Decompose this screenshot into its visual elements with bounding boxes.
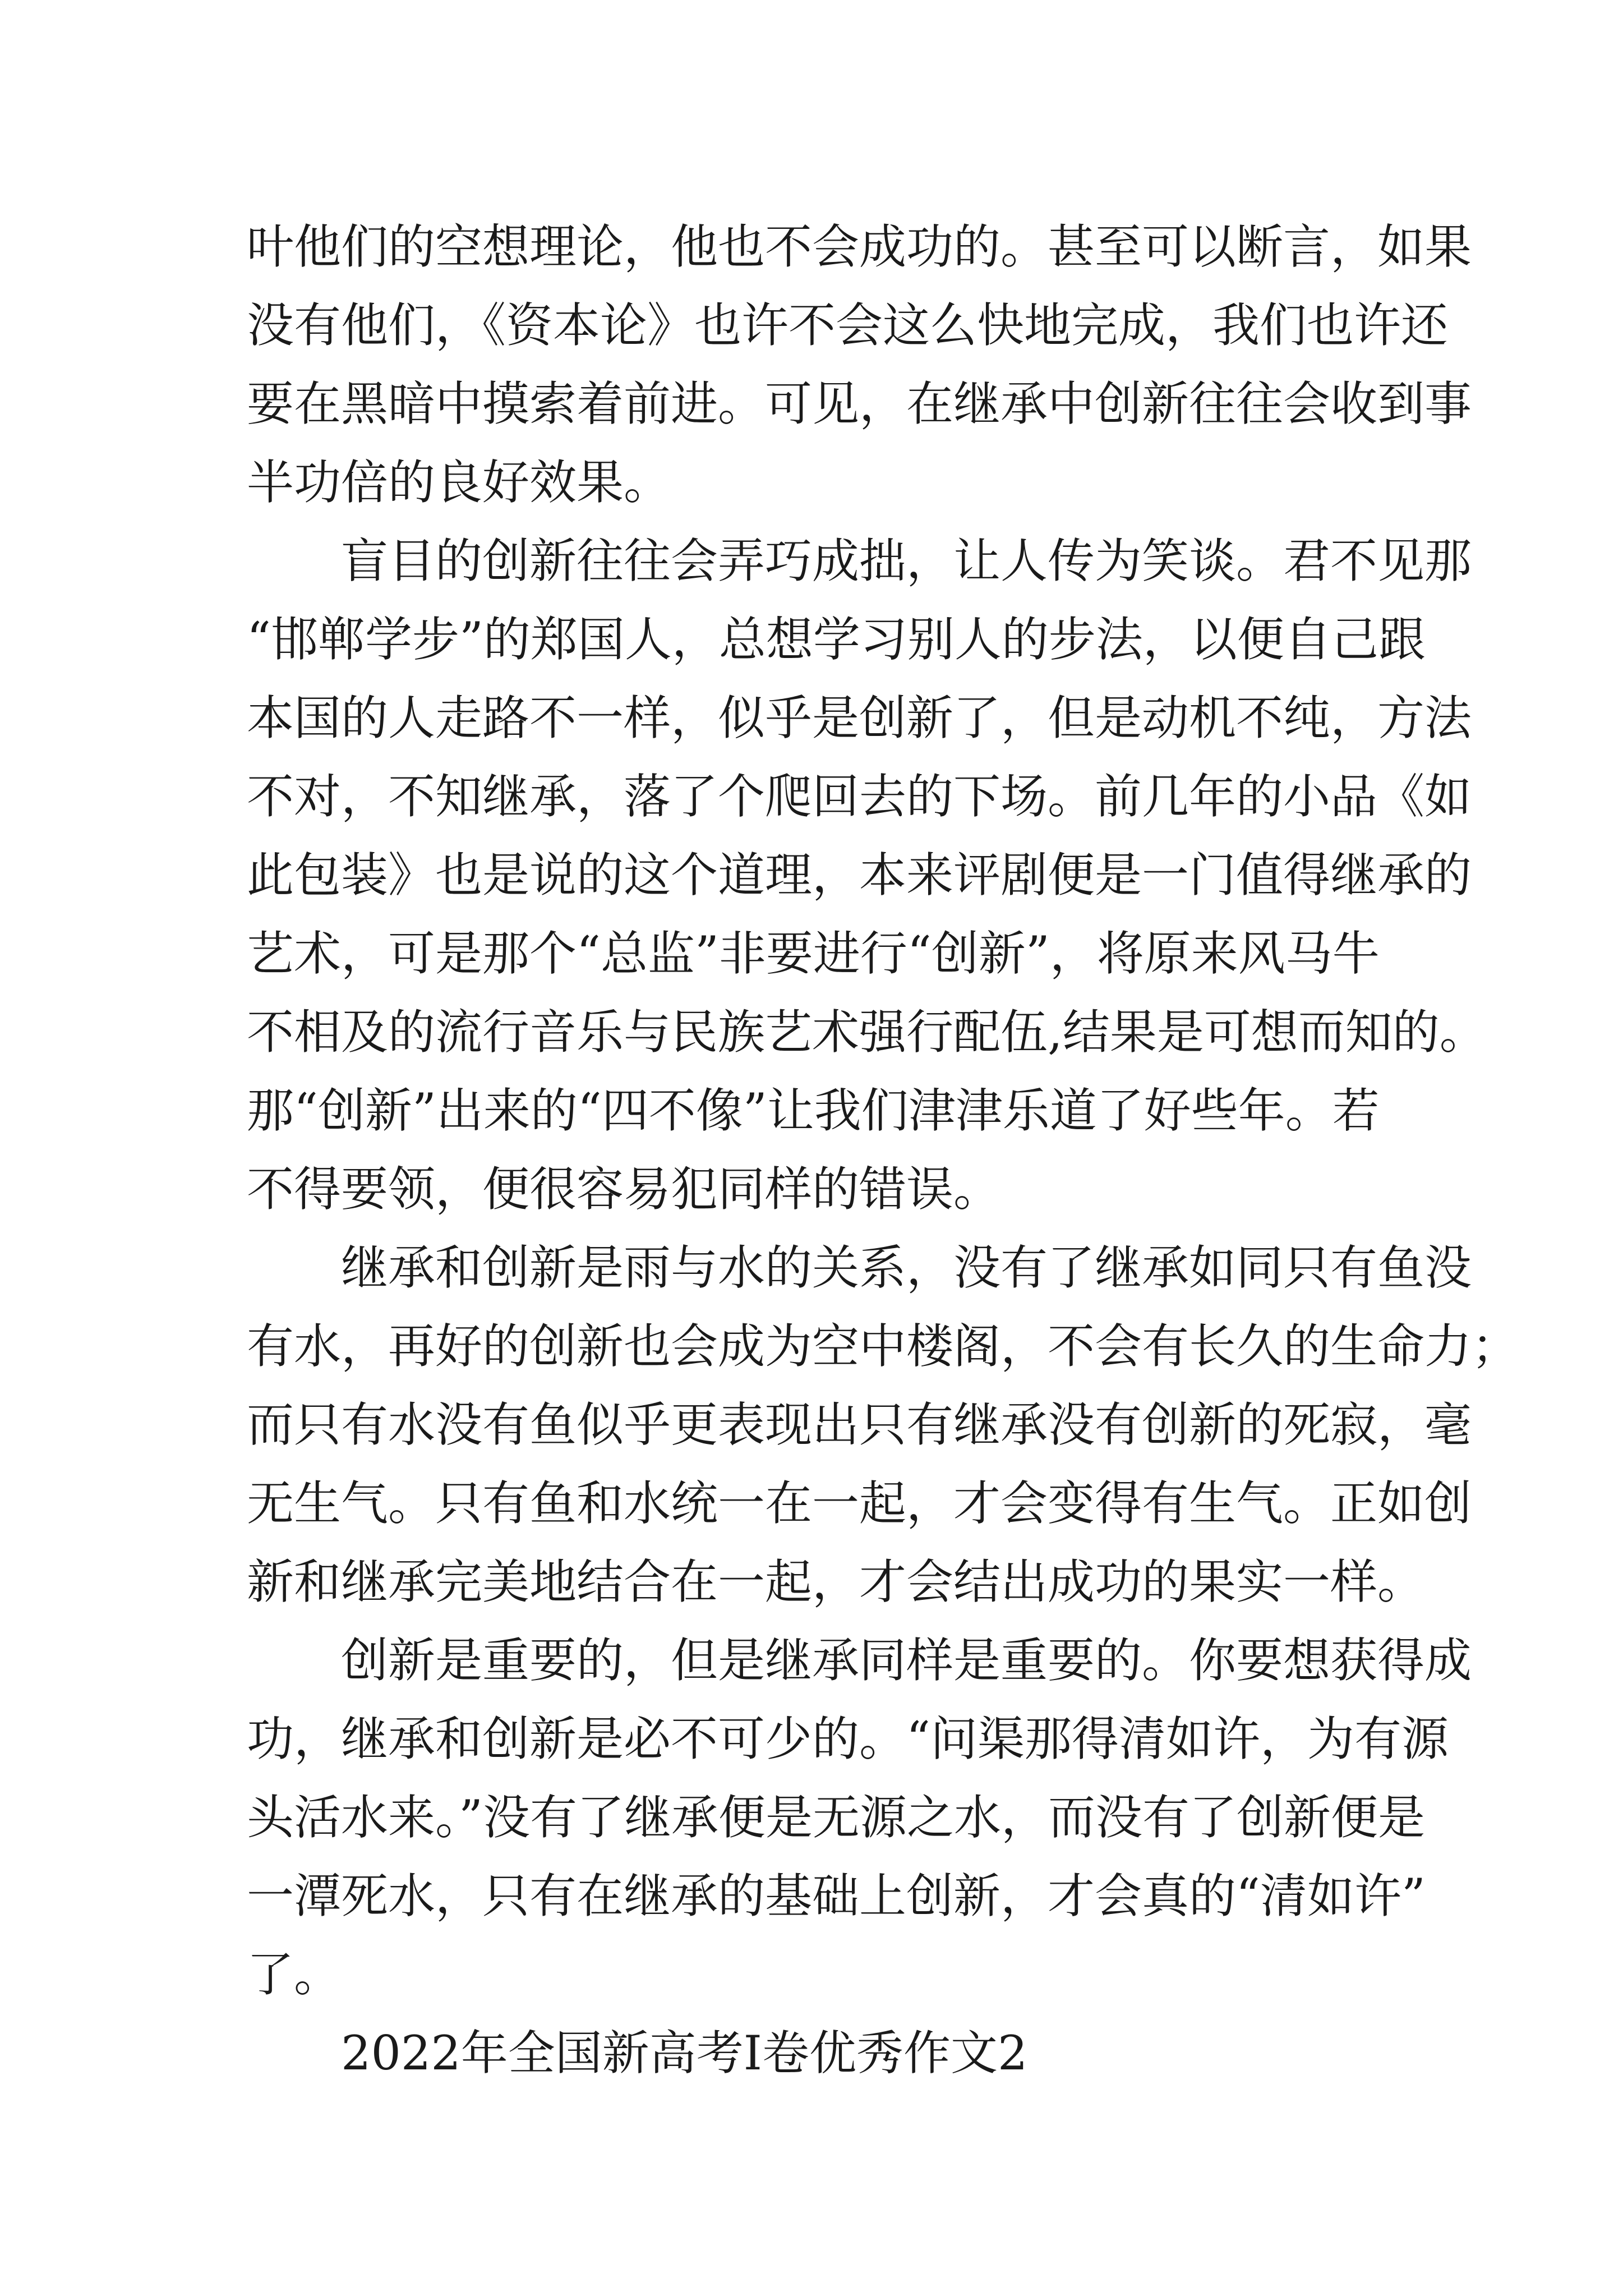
text-line: 不对，不知继承，落了个爬回去的下场。前几年的小品《如 [247,769,1472,824]
text-line: 不得要领，便很容易犯同样的错误。 [247,1162,1001,1217]
text-line: 新和继承完美地结合在一起，才会结出成功的果实一样。 [247,1554,1425,1609]
text-line: 创新是重要的，但是继承同样是重要的。你要想获得成 [341,1633,1472,1688]
paragraph [247,522,1487,1228]
paragraph [247,1621,1472,2014]
text-line: 本国的人走路不一样，似乎是创新了，但是动机不纯，方法 [247,691,1472,746]
text-line: 有水，再好的创新也会成为空中楼阁，不会有长久的生命力； [247,1319,1519,1374]
text-line: 头活水来。”没有了继承便是无源之水，而没有了创新便是 [247,1790,1425,1845]
text-line: 功，继承和创新是必不可少的。“问渠那得清如许，为有源 [247,1711,1449,1766]
text-line: 叶他们的空想理论，他也不会成功的。甚至可以断言，如果 [247,219,1472,274]
text-line: 那“创新”出来的“四不像”让我们津津乐道了好些年。若 [247,1083,1380,1138]
paragraph [247,1228,1519,1621]
text-line: 此包装》也是说的这个道理，本来评剧便是一门值得继承的 [247,848,1472,903]
text-line: 没有他们，《资本论》也许不会这么快地完成，我们也许还 [247,298,1449,353]
text-line: 一潭死水，只有在继承的基础上创新，才会真的“清如许” [247,1869,1426,1924]
text-line: 无生气。只有鱼和水统一在一起，才会变得有生气。正如创 [247,1476,1472,1531]
text-line: 不相及的流行音乐与民族艺术强行配伍,结果是可想而知的。 [247,1005,1487,1060]
text-line: 而只有水没有鱼似乎更表现出只有继承没有创新的死寂，毫 [247,1397,1472,1452]
text-line: “邯郸学步”的郑国人，总想学习别人的步法，以便自己跟 [247,612,1426,667]
text-line: 继承和创新是雨与水的关系，没有了继承如同只有鱼没 [341,1240,1472,1295]
paragraph [247,208,1472,522]
text-line: 半功倍的良好效果。 [247,455,671,510]
document-body [247,208,1519,2092]
text-line: 要在黑暗中摸索着前进。可见，在继承中创新往往会收到事 [247,376,1472,431]
text-line: 了。 [247,1947,342,2002]
text-line: 艺术，可是那个“总监”非要进行“创新”，将原来风马牛 [247,926,1380,981]
text-line: 盲目的创新往往会弄巧成拙，让人传为笑谈。君不见那 [341,533,1472,588]
section-heading: 2022年全国新高考I卷优秀作文2 [341,2026,1028,2081]
